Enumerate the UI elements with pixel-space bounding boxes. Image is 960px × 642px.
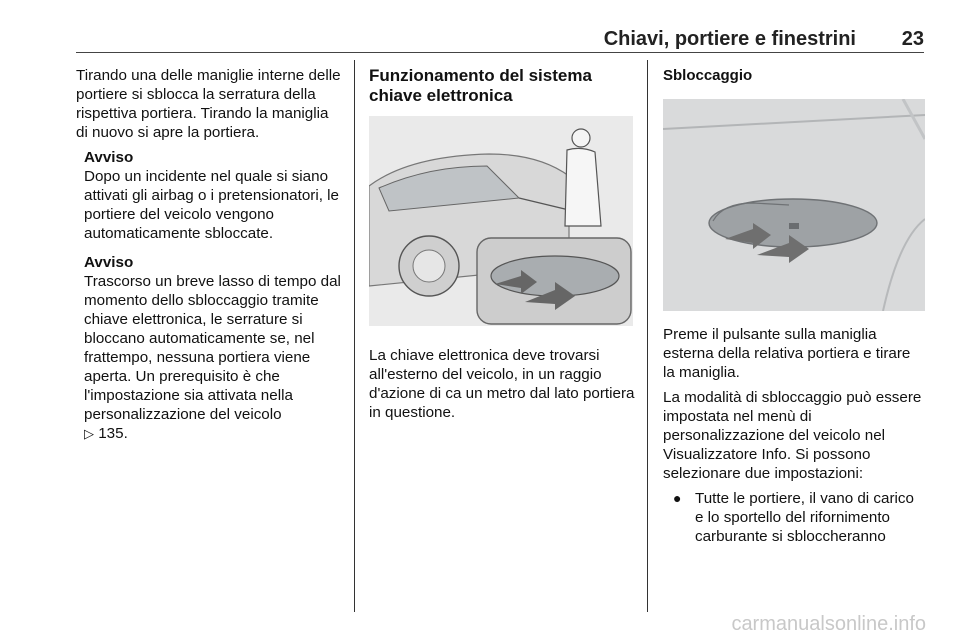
door-handle-icon xyxy=(663,99,925,311)
page-number: 23 xyxy=(901,28,924,50)
car-with-person-icon xyxy=(369,116,633,326)
column-right xyxy=(663,66,925,546)
keyless-car-illustration xyxy=(369,116,633,326)
arrow-right-icon: ▷ xyxy=(84,427,94,442)
page-reference-number: 135. xyxy=(98,425,128,442)
list-item-text: Tutte le portiere, il vano di carico e lo sportello del rifornimento carburante si sbloccheranno xyxy=(695,490,914,545)
notice-text: Dopo un incidente nel quale si siano attivati gli airbag o i pretensionatori, le portiere del veicolo vengono automaticamente sbloccate. xyxy=(84,168,339,242)
bullet-dot-icon: ● xyxy=(673,490,682,506)
section-heading: Funzionamento del sistema chiave elettronica xyxy=(369,66,592,105)
notice-auto-lock xyxy=(84,253,342,444)
column-left xyxy=(76,66,342,454)
notice-title: Avviso xyxy=(84,149,134,166)
notice-airbag xyxy=(84,148,342,243)
list-item xyxy=(673,489,925,546)
page-header xyxy=(76,28,924,50)
watermark: carmanualsonline.info xyxy=(731,613,926,635)
door-handle-illustration xyxy=(663,99,925,311)
column-divider xyxy=(354,60,355,612)
subsection-heading: Sbloccaggio xyxy=(663,67,753,84)
header-rule xyxy=(76,52,924,53)
instruction-paragraph: Preme il pulsante sulla maniglia esterna della relativa portiera e tirare la maniglia. xyxy=(663,326,911,381)
notice-text: Trascorso un breve lasso di tempo dal momento dello sbloccaggio tramite chiave elettronica, le serrature si bloccano automaticamente se, nel frattempo, nessuna portiera viene aperta. Un prerequisito è che l'impostazione sia attivata nella personalizzazione del veicolo xyxy=(84,273,341,423)
chapter-title: Chiavi, portiere e finestrini xyxy=(603,28,856,50)
figure-caption: La chiave elettronica deve trovarsi all'esterno del veicolo, in un raggio d'azione di ca un metro dal lato portiera in questione. xyxy=(369,347,635,421)
settings-paragraph: La modalità di sbloccaggio può essere impostata nel menù di personalizzazione del veicolo nel Visualizzatore Info. Si possono selezionare due impostazioni: xyxy=(663,389,922,482)
page-reference[interactable] xyxy=(84,424,342,444)
column-middle xyxy=(369,66,635,428)
notice-title: Avviso xyxy=(84,254,134,271)
column-divider xyxy=(647,60,648,612)
intro-paragraph: Tirando una delle maniglie interne delle portiere si sblocca la serratura della rispettiva portiera. Tirando la maniglia di nuovo si apre la portiera. xyxy=(76,67,341,141)
